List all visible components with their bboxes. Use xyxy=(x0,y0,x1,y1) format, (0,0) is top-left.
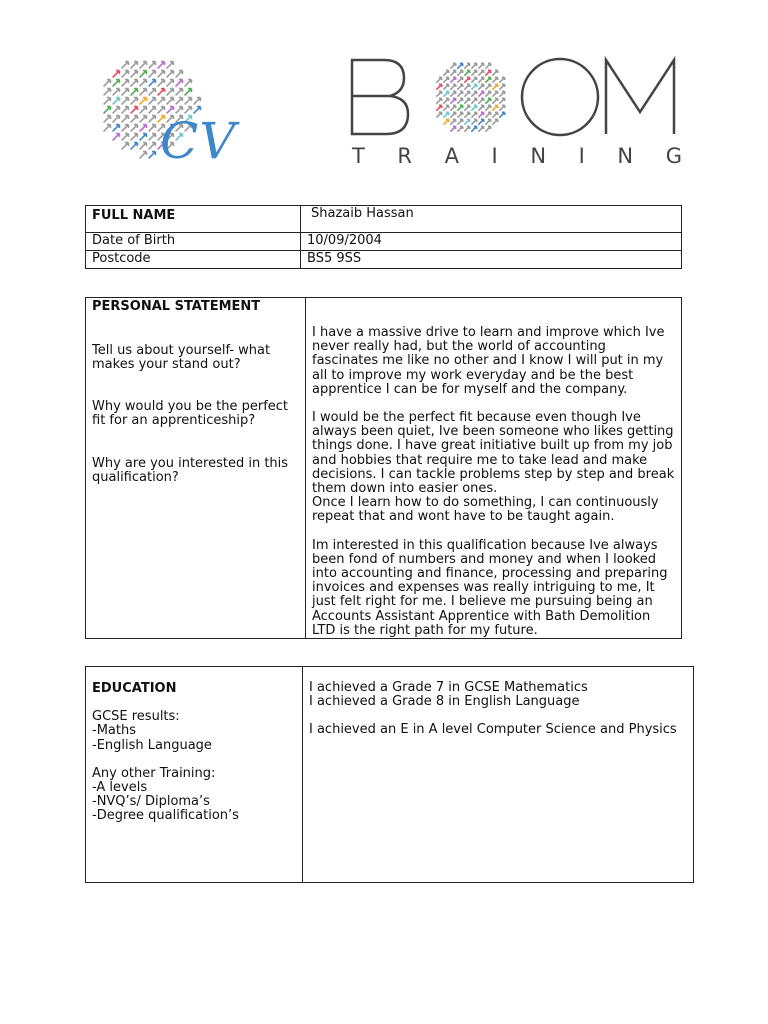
globe-arrow xyxy=(492,91,497,96)
globe-arrow xyxy=(113,80,120,87)
globe-arrow xyxy=(471,91,476,96)
globe-arrow xyxy=(140,116,147,123)
globe-arrow xyxy=(443,105,448,110)
globe-arrow xyxy=(457,91,462,96)
globe-arrow xyxy=(457,112,462,117)
globe-arrow xyxy=(464,105,469,110)
globe-arrow xyxy=(140,125,147,132)
education-answer-maths: I achieved a Grade 7 in GCSE Mathematics xyxy=(309,680,588,695)
globe-arrow xyxy=(478,119,483,124)
globe-arrow xyxy=(471,112,476,117)
education-answer-english: I achieved a Grade 8 in English Language xyxy=(309,694,580,710)
dob-value: 10/09/2004 xyxy=(307,233,382,248)
globe-arrow xyxy=(492,98,497,103)
globe-arrow xyxy=(450,112,455,117)
ps-answer-paragraph-2: I would be the perfect fit because even though Ive always been quiet, Ive been someone who likes getting things done. I have great initiative built up from my job and hobbies that require me to take lead and make decisions. I can tackle problems step by step and break them down into easier ones. xyxy=(312,410,675,497)
ps-question-perfect-fit: Why would you be the perfect fit for an apprenticeship? xyxy=(92,399,289,428)
globe-arrow xyxy=(104,98,111,105)
dob-label: Date of Birth xyxy=(92,233,176,248)
training-letter: A xyxy=(444,144,459,168)
globe-arrow xyxy=(122,107,129,114)
globe-arrow xyxy=(485,126,490,131)
basic-info-table xyxy=(85,205,682,269)
training-letter: I xyxy=(491,144,498,168)
globe-arrow xyxy=(499,105,504,110)
globe-arrow xyxy=(185,89,192,96)
globe-arrow xyxy=(113,134,120,141)
personal-statement-table xyxy=(85,297,682,639)
globe-arrow xyxy=(478,112,483,117)
globe-arrow xyxy=(471,84,476,89)
globe-arrow xyxy=(471,105,476,110)
globe-arrow xyxy=(149,98,156,105)
globe-arrow xyxy=(457,84,462,89)
globe-arrow xyxy=(140,80,147,87)
globe-arrow xyxy=(471,63,476,68)
globe-arrow xyxy=(158,80,165,87)
globe-arrow xyxy=(478,70,483,75)
globe-arrow xyxy=(185,80,192,87)
ps-question-about-yourself: Tell us about yourself- what makes your stand out? xyxy=(92,343,271,372)
globe-arrow xyxy=(113,71,120,78)
globe-arrow xyxy=(485,112,490,117)
other-training-label: Any other Training: xyxy=(92,765,216,781)
globe-arrow xyxy=(158,98,165,105)
globe-arrow xyxy=(167,80,174,87)
globe-arrow xyxy=(149,125,156,132)
globe-arrow xyxy=(492,77,497,82)
globe-arrow xyxy=(113,116,120,123)
globe-arrow xyxy=(140,143,147,150)
globe-arrow xyxy=(176,71,183,78)
globe-arrow xyxy=(478,98,483,103)
training-letter: G xyxy=(665,144,682,168)
globe-arrow xyxy=(478,84,483,89)
globe-arrow xyxy=(450,63,455,68)
globe-arrow xyxy=(140,134,147,141)
globe-arrow xyxy=(158,71,165,78)
globe-arrow xyxy=(464,98,469,103)
training-letter: I xyxy=(578,144,585,168)
globe-arrow xyxy=(122,116,129,123)
globe-arrow xyxy=(140,71,147,78)
personal-statement-heading: PERSONAL STATEMENT xyxy=(92,299,261,314)
globe-arrow xyxy=(167,89,174,96)
other-training-nvq: -NVQ’s/ Diploma’s xyxy=(92,794,210,810)
globe-arrow xyxy=(492,119,497,124)
boom-globe-icon xyxy=(436,63,504,131)
globe-arrow xyxy=(167,71,174,78)
other-training-degree: -Degree qualification’s xyxy=(92,808,239,824)
ps-answer-paragraph-3: Once I learn how to do something, I can continuously repeat that and wont have to be taught again. xyxy=(312,495,659,525)
globe-arrow xyxy=(149,89,156,96)
globe-arrow xyxy=(140,107,147,114)
globe-arrow xyxy=(457,126,462,131)
globe-arrow xyxy=(457,105,462,110)
globe-arrow xyxy=(485,77,490,82)
globe-arrow xyxy=(464,70,469,75)
training-letter: N xyxy=(530,144,547,168)
globe-arrow xyxy=(492,84,497,89)
globe-arrow xyxy=(131,134,138,141)
globe-arrow xyxy=(122,71,129,78)
globe-arrow xyxy=(499,98,504,103)
globe-arrow xyxy=(131,98,138,105)
full-name-label: FULL NAME xyxy=(92,208,176,223)
postcode-label: Postcode xyxy=(92,251,151,266)
boom-training-logo xyxy=(346,52,682,174)
globe-arrow xyxy=(113,89,120,96)
globe-arrow xyxy=(131,143,138,150)
globe-arrow xyxy=(485,63,490,68)
globe-arrow xyxy=(464,84,469,89)
globe-arrow xyxy=(443,98,448,103)
globe-arrow xyxy=(485,98,490,103)
globe-arrow xyxy=(122,98,129,105)
globe-arrow xyxy=(478,126,483,131)
globe-arrow xyxy=(485,105,490,110)
globe-arrow xyxy=(113,98,120,105)
globe-arrow xyxy=(478,105,483,110)
globe-arrow xyxy=(131,80,138,87)
globe-arrow xyxy=(457,77,462,82)
globe-arrow xyxy=(492,112,497,117)
globe-arrow xyxy=(122,89,129,96)
globe-arrow xyxy=(450,105,455,110)
globe-arrow xyxy=(176,80,183,87)
globe-arrow xyxy=(450,119,455,124)
globe-arrow xyxy=(140,98,147,105)
globe-arrow xyxy=(492,105,497,110)
globe-arrow xyxy=(167,62,174,69)
globe-arrow xyxy=(185,98,192,105)
globe-arrow xyxy=(176,98,183,105)
globe-arrow xyxy=(457,119,462,124)
boom-wordmark xyxy=(346,52,682,142)
cv-logo xyxy=(96,48,236,178)
globe-arrow xyxy=(149,152,156,159)
globe-arrow xyxy=(457,63,462,68)
globe-arrow xyxy=(131,71,138,78)
globe-arrow xyxy=(464,112,469,117)
globe-arrow xyxy=(443,84,448,89)
globe-arrow xyxy=(176,89,183,96)
globe-arrow xyxy=(140,89,147,96)
training-letter: N xyxy=(617,144,634,168)
globe-arrow xyxy=(485,119,490,124)
globe-arrow xyxy=(113,125,120,132)
full-name-value: Shazaib Hassan xyxy=(311,206,414,221)
globe-arrow xyxy=(443,70,448,75)
gcse-english: -English Language xyxy=(92,737,212,753)
globe-arrow xyxy=(436,77,441,82)
globe-arrow xyxy=(443,119,448,124)
globe-arrow xyxy=(471,119,476,124)
globe-arrow xyxy=(131,62,138,69)
ps-question-interest: Why are you interested in this qualification? xyxy=(92,456,289,485)
gcse-maths: -Maths xyxy=(92,723,136,739)
globe-arrow xyxy=(464,126,469,131)
globe-arrow xyxy=(457,70,462,75)
globe-arrow xyxy=(149,71,156,78)
globe-arrow xyxy=(436,98,441,103)
globe-arrow xyxy=(478,91,483,96)
globe-arrow xyxy=(457,98,462,103)
globe-arrow xyxy=(464,63,469,68)
globe-arrow xyxy=(149,116,156,123)
globe-arrow xyxy=(436,105,441,110)
globe-arrow xyxy=(471,77,476,82)
globe-arrow xyxy=(443,112,448,117)
globe-arrow xyxy=(122,80,129,87)
globe-arrow xyxy=(104,116,111,123)
globe-arrow xyxy=(131,125,138,132)
globe-arrow xyxy=(131,89,138,96)
education-heading: EDUCATION xyxy=(92,681,177,696)
globe-arrow xyxy=(450,126,455,131)
globe-arrow xyxy=(443,77,448,82)
globe-arrow xyxy=(104,107,111,114)
globe-arrow xyxy=(478,63,483,68)
globe-arrow xyxy=(140,152,147,159)
globe-arrow xyxy=(443,91,448,96)
globe-arrow xyxy=(464,91,469,96)
globe-arrow xyxy=(122,125,129,132)
globe-arrow xyxy=(450,91,455,96)
globe-arrow xyxy=(450,77,455,82)
globe-arrow xyxy=(436,91,441,96)
education-table xyxy=(85,666,694,883)
globe-arrow xyxy=(471,70,476,75)
globe-arrow xyxy=(436,112,441,117)
globe-arrow xyxy=(149,134,156,141)
globe-arrow xyxy=(131,107,138,114)
globe-arrow xyxy=(149,80,156,87)
globe-arrow xyxy=(485,91,490,96)
training-letter: T xyxy=(352,144,365,168)
globe-arrow xyxy=(149,107,156,114)
globe-arrow xyxy=(104,80,111,87)
globe-arrow xyxy=(485,70,490,75)
globe-arrow xyxy=(450,98,455,103)
globe-arrow xyxy=(140,62,147,69)
postcode-value: BS5 9SS xyxy=(307,251,362,266)
globe-arrow xyxy=(499,112,504,117)
globe-arrow xyxy=(499,91,504,96)
cv-logo-text: CV xyxy=(160,112,237,170)
globe-arrow xyxy=(464,77,469,82)
globe-arrow xyxy=(104,89,111,96)
globe-arrow xyxy=(471,98,476,103)
globe-arrow xyxy=(436,84,441,89)
globe-arrow xyxy=(492,70,497,75)
globe-arrow xyxy=(499,77,504,82)
training-letter: R xyxy=(397,144,412,168)
ps-answer-paragraph-4: Im interested in this qualification because Ive always been fond of numbers and money and when I looked into accounting and finance, processing and preparing invoices and expenses was really intriguing to me, It just felt right for me. I believe me pursuing being an Accounts Assistant Apprentice with Bath Demolition LTD is the right path for my future. xyxy=(312,537,668,638)
training-wordmark xyxy=(352,144,682,168)
other-training-alevels: -A levels xyxy=(92,780,148,796)
globe-arrow xyxy=(450,70,455,75)
globe-arrow xyxy=(113,107,120,114)
globe-arrow xyxy=(167,98,174,105)
globe-arrow xyxy=(122,134,129,141)
globe-arrow xyxy=(485,84,490,89)
globe-arrow xyxy=(478,77,483,82)
globe-arrow xyxy=(149,143,156,150)
globe-arrow xyxy=(149,62,156,69)
globe-arrow xyxy=(158,62,165,69)
globe-arrow xyxy=(122,143,129,150)
globe-arrow xyxy=(194,98,201,105)
globe-arrow xyxy=(464,119,469,124)
globe-arrow xyxy=(499,84,504,89)
globe-arrow xyxy=(131,116,138,123)
education-answer-alevel: I achieved an E in A level Computer Science and Physics xyxy=(309,722,677,738)
globe-arrow xyxy=(104,125,111,132)
gcse-results-label: GCSE results: xyxy=(92,709,180,725)
globe-arrow xyxy=(471,126,476,131)
ps-answer-paragraph-1: I have a massive drive to learn and improve which Ive never really had, but the world of accounting fascinates me like no other and I know I will put in my all to improve my work everyday and be the best apprentice I can be for myself and the company. xyxy=(312,325,665,397)
globe-arrow xyxy=(122,62,129,69)
globe-arrow xyxy=(450,84,455,89)
globe-arrow xyxy=(158,89,165,96)
